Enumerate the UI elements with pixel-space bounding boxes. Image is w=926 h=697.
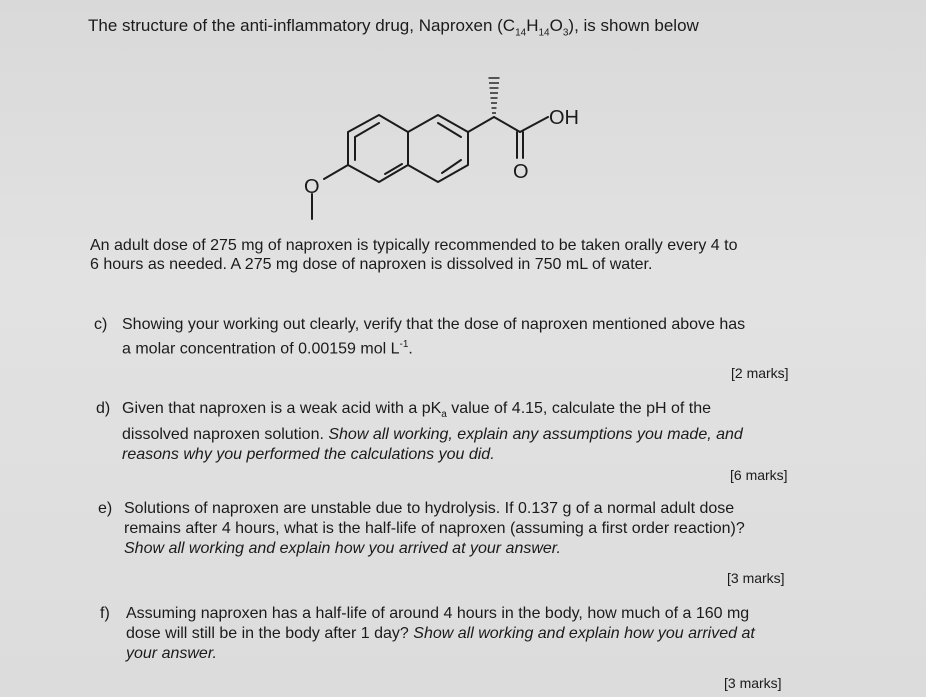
hashed-wedge-bond xyxy=(489,78,500,113)
title-text: H xyxy=(526,16,539,35)
question-d-marks: [6 marks] xyxy=(730,467,788,483)
naproxen-structure-diagram xyxy=(290,72,620,222)
methoxy-oxygen-label: O xyxy=(304,176,320,198)
title-text: O xyxy=(549,16,563,35)
question-instruction: your answer. xyxy=(126,645,217,662)
question-f-marks: [3 marks] xyxy=(724,675,782,691)
chain-bond xyxy=(494,117,520,132)
question-line xyxy=(122,425,743,445)
question-e-letter: e) xyxy=(98,500,113,517)
question-instruction: Show all working, explain any assumptions you made, and xyxy=(328,426,743,444)
question-line: Showing your working out clearly, verify that the dose of naproxen mentioned above has xyxy=(122,316,746,333)
question-text: . xyxy=(408,340,413,358)
question-f-text xyxy=(126,604,755,664)
question-line: Solutions of naproxen are unstable due to hydrolysis. If 0.137 g of a normal adult dose xyxy=(124,500,735,517)
page-title xyxy=(88,16,699,38)
question-c-text xyxy=(122,315,745,359)
question-d-letter: d) xyxy=(96,400,111,417)
formula-subscript: 14 xyxy=(515,27,527,39)
question-text: a molar concentration of 0.00159 mol L xyxy=(122,340,400,358)
benzene-ring-right xyxy=(408,115,468,182)
question-line xyxy=(126,624,755,644)
question-instruction: Show all working and explain how you arrived at your answer. xyxy=(124,540,561,557)
question-text: value of 4.15, calculate the pH of the xyxy=(446,400,712,417)
hydroxyl-label: OH xyxy=(549,107,579,129)
exponent: -1 xyxy=(399,339,409,350)
question-instruction: reasons why you performed the calculations you did. xyxy=(122,446,495,464)
carbonyl-oxygen-label: O xyxy=(513,161,529,183)
question-e-text xyxy=(124,499,745,559)
chain-bond xyxy=(468,117,494,132)
intro-paragraph xyxy=(90,236,737,274)
subscript: a xyxy=(441,409,447,421)
question-line: remains after 4 hours, what is the half-life of naproxen (assuming a first order reaction)? xyxy=(124,520,745,537)
question-instruction: Show all working and explain how you arrived at xyxy=(413,625,755,642)
intro-line: 6 hours as needed. A 275 mg dose of naproxen is dissolved in 750 mL of water. xyxy=(90,256,653,273)
title-text: ), is shown below xyxy=(568,16,699,35)
question-text: dose will still be in the body after 1 day? xyxy=(126,625,414,642)
benzene-ring-left xyxy=(348,115,408,182)
question-d-text xyxy=(122,399,743,465)
question-line: Assuming naproxen has a half-life of around 4 hours in the body, how much of a 160 mg xyxy=(126,605,750,622)
question-c-marks: [2 marks] xyxy=(731,365,789,381)
title-text: The structure of the anti-inflammatory drug, Naproxen (C xyxy=(88,16,516,35)
formula-subscript: 14 xyxy=(538,27,550,39)
question-e-marks: [3 marks] xyxy=(727,570,785,586)
oh-bond xyxy=(520,117,548,132)
intro-line: An adult dose of 275 mg of naproxen is typically recommended to be taken orally every 4 to xyxy=(90,237,738,254)
formula-subscript: 3 xyxy=(562,27,569,39)
question-text: dissolved naproxen solution. xyxy=(122,426,329,444)
question-c-letter: c) xyxy=(94,316,108,333)
question-f-letter: f) xyxy=(100,605,110,622)
question-line xyxy=(122,399,743,425)
methoxy-bond xyxy=(324,165,348,179)
question-text: Given that naproxen is a weak acid with a pK xyxy=(122,400,442,417)
question-line xyxy=(122,335,745,359)
